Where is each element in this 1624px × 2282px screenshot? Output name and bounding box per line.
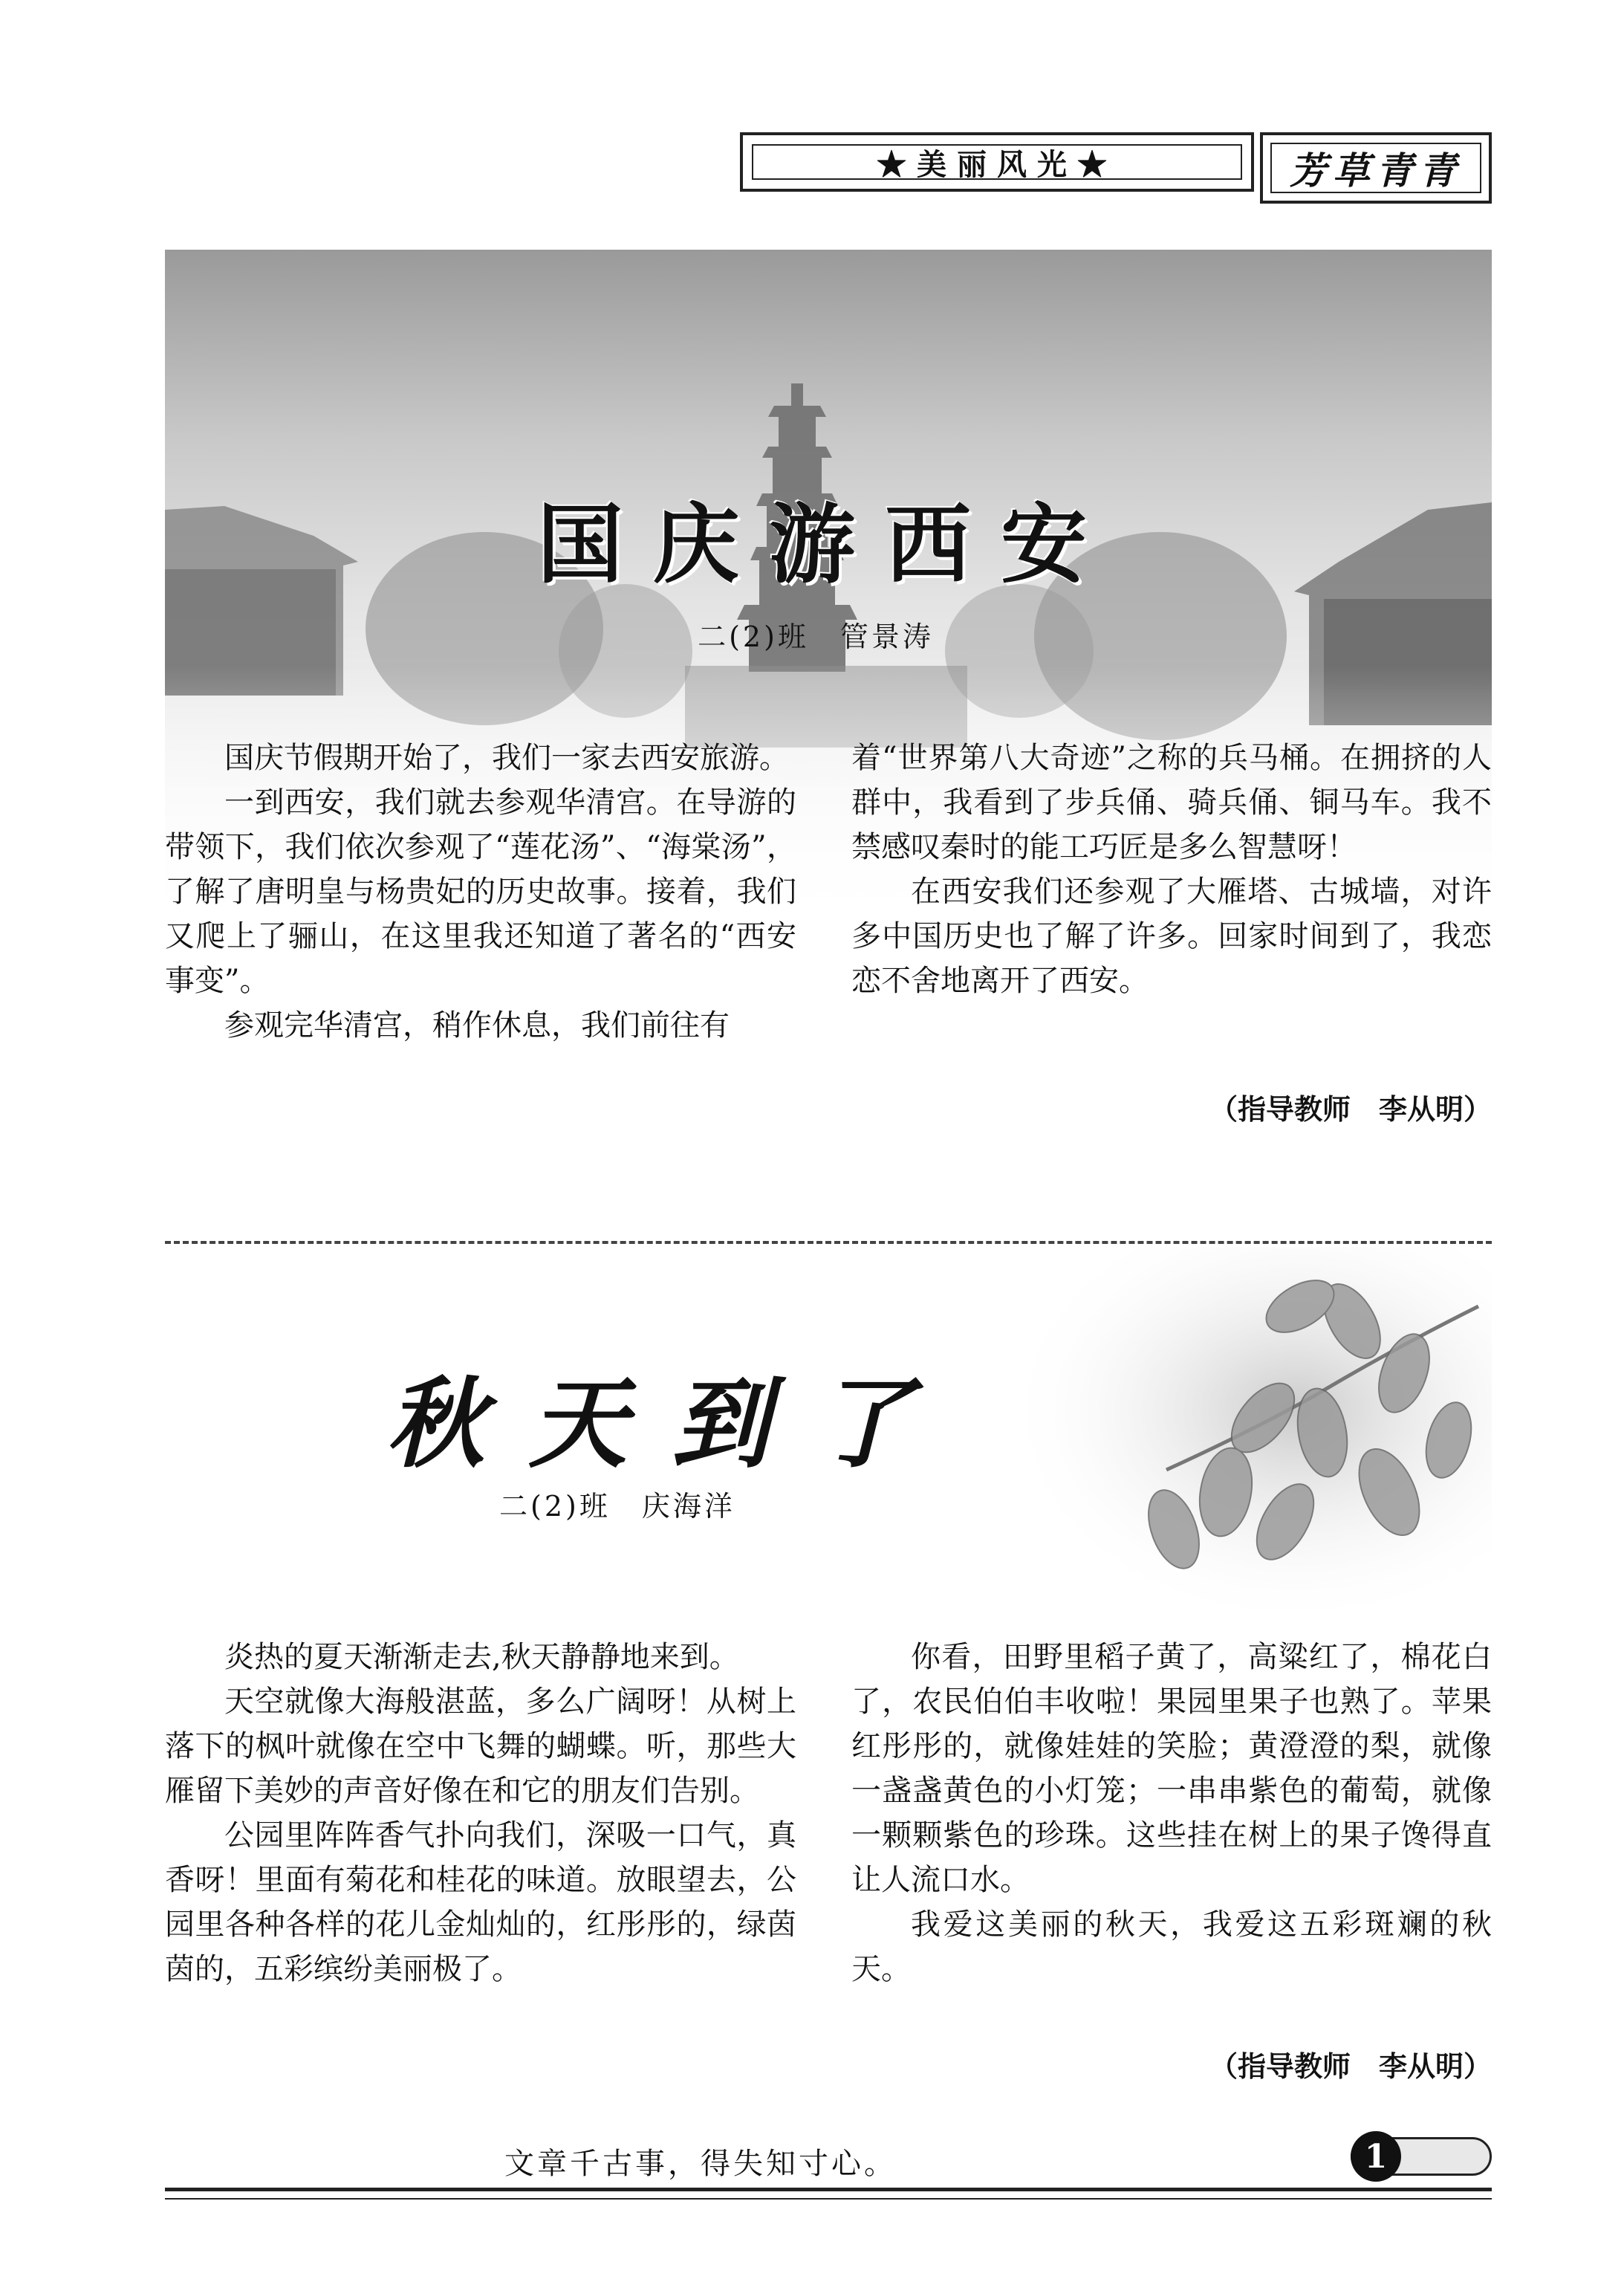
footer-rule-thin (165, 2198, 1492, 2200)
article1-title: 国庆游西安 (537, 494, 1117, 595)
paragraph: 你看，田野里稻子黄了，高粱红了，棉花白了，农民伯伯丰收啦！果园里果子也熟了。苹果红彤彤的，就像娃娃的笑脸；黄澄澄的梨，就像一盏盏黄色的小灯笼；一串串紫色的葡萄，就像一颗颗紫色的珍珠。这些挂在树上的果子馋得直让人流口水。 (851, 1640, 1492, 1897)
footer-motto: 文章千古事，得失知寸心。 (504, 2147, 897, 2181)
column-name: 芳草青青 (1270, 143, 1481, 193)
paragraph: 参观完华清宫，稍作休息，我们前往有 (224, 1008, 730, 1043)
article2-right-column (851, 1635, 1492, 1991)
column-name-box (1260, 132, 1492, 204)
section-label-box (740, 132, 1254, 192)
article1-teacher: （指导教师 李从明） (1209, 1093, 1492, 1126)
footer-rule-thick (165, 2188, 1492, 2191)
article2-byline: 二(2)班 庆海洋 (499, 1490, 735, 1523)
leaf-branch-icon (1003, 1247, 1492, 1611)
article1-byline: 二(2)班 管景涛 (698, 620, 934, 653)
paragraph: 在西安我们还参观了大雁塔、古城墙，对许多中国历史也了解了许多。回家时间到了，我恋恋不舍地离开了西安。 (851, 875, 1492, 998)
paragraph: 公园里阵阵香气扑向我们，深吸一口气，真香呀！里面有菊花和桂花的味道。放眼望去，公园里各种各样的花儿金灿灿的，红彤彤的，绿茵茵的，五彩缤纷美丽极了。 (165, 1818, 796, 1986)
article2-title: 秋天到了 (386, 1367, 957, 1482)
paragraph: 一到西安，我们就去参观华清宫。在导游的带领下，我们依次参观了“莲花汤”、“海棠汤”，了解了唐明皇与杨贵妃的历史故事。接着，我们又爬上了骊山，在这里我还知道了著名的“西安事变”。 (165, 785, 796, 998)
paragraph: 天空就像大海般湛蓝，多么广阔呀！从树上落下的枫叶就像在空中飞舞的蝴蝶。听，那些大雁留下美妙的声音好像在和它的朋友们告别。 (165, 1685, 796, 1808)
article2-left-column (165, 1635, 796, 1991)
page-number: 1 (1351, 2131, 1401, 2182)
leaves-illustration (1003, 1247, 1492, 1611)
section-divider (165, 1241, 1492, 1244)
paragraph: 炎热的夏天渐渐走去,秋天静静地来到。 (224, 1640, 739, 1674)
article1-left-column (165, 736, 796, 1048)
article2-teacher: （指导教师 李从明） (1209, 2050, 1492, 2083)
article1-right-column (851, 736, 1492, 1003)
paragraph: 着“世界第八大奇迹”之称的兵马桶。在拥挤的人群中，我看到了步兵俑、骑兵俑、铜马车。我不禁感叹秦时的能工巧匠是多么智慧呀！ (851, 741, 1492, 864)
paragraph: 我爱这美丽的秋天，我爱这五彩斑斓的秋天。 (851, 1907, 1492, 1986)
paragraph: 国庆节假期开始了，我们一家去西安旅游。 (224, 741, 789, 775)
section-label: ★美丽风光★ (752, 144, 1242, 180)
